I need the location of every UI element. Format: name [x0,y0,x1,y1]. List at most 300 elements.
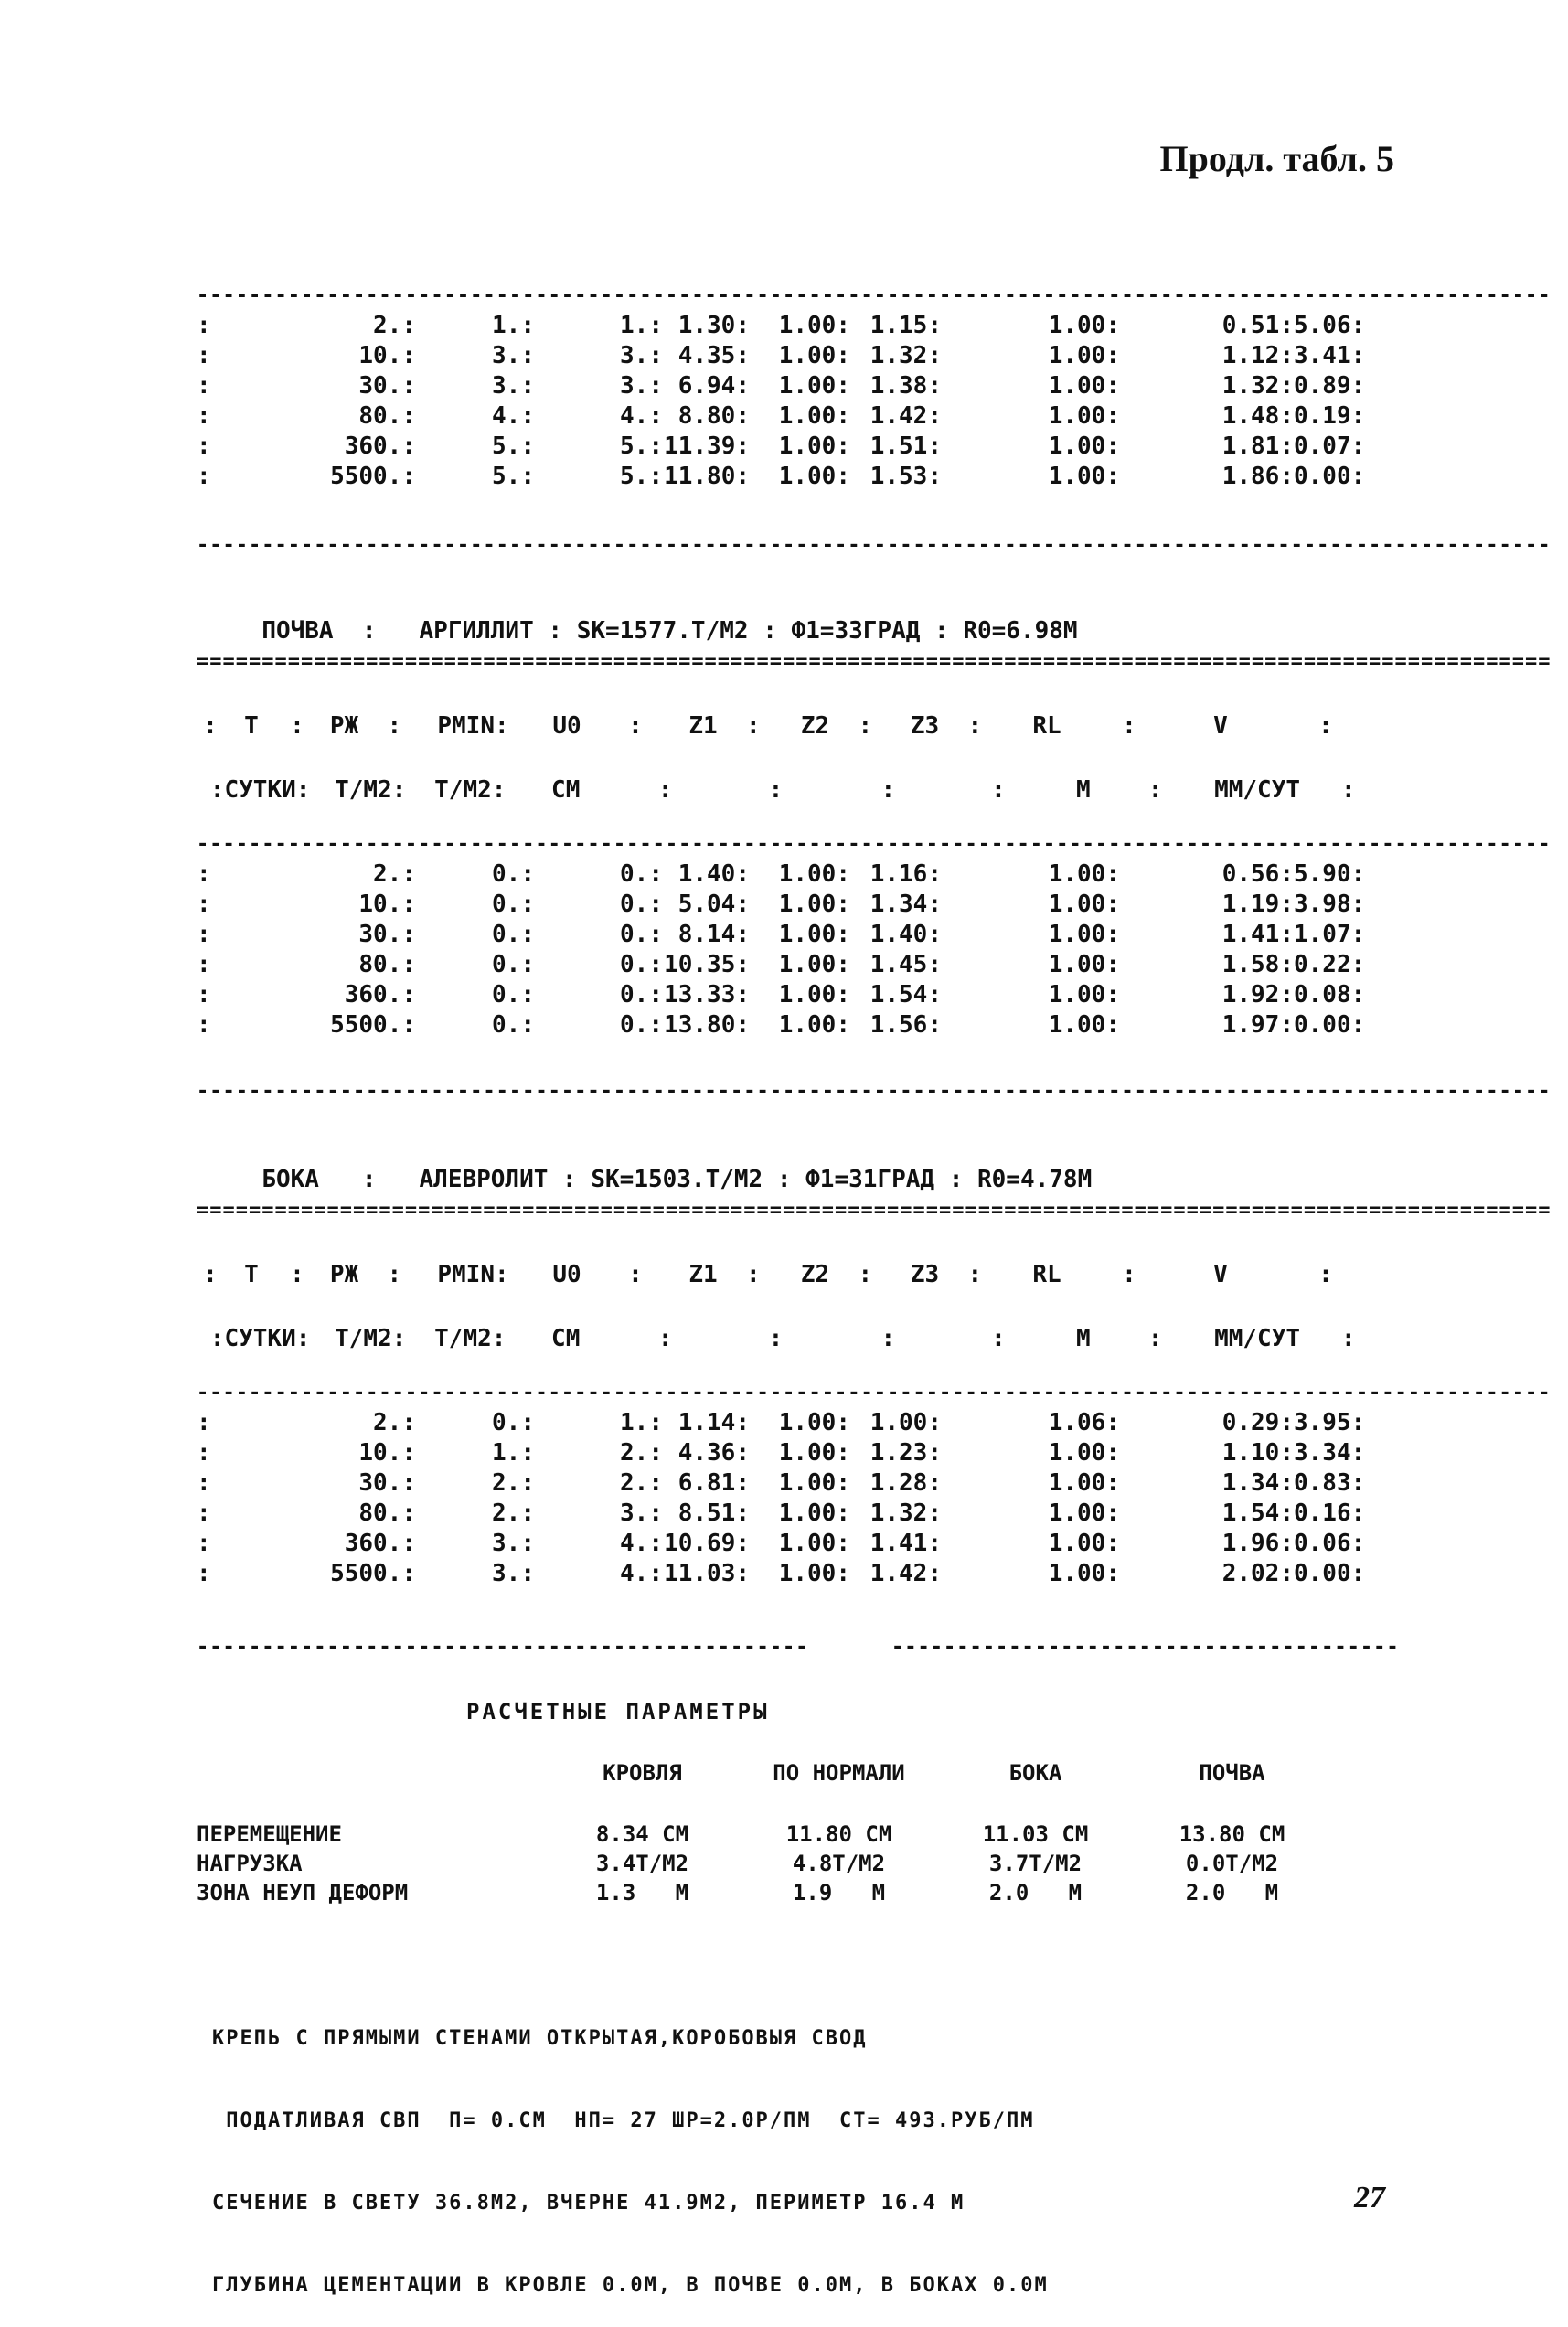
table-cell: 2.: [492,1500,535,1527]
table-cell: 1.97: [1221,1011,1294,1039]
soil2-label: БОКА : [261,1166,377,1193]
calc-cell: 11.03 СМ [982,1821,1089,1847]
header-cell: V [1213,712,1228,740]
table-cell: 3.95: [1294,1409,1366,1436]
calc-row-label: ПЕРЕМЕЩЕНИЕ [197,1821,342,1847]
table-cell: 10.35: [664,951,750,978]
header-cell: ММ/СУТ [1214,1325,1301,1352]
table-cell: 80.: [358,402,416,430]
header-cell: : [1318,1261,1333,1288]
table-cell: 10.: [358,342,416,369]
header-cell: : [1122,712,1136,740]
calc-col-normal: ПО НОРМАЛИ [773,1760,905,1786]
table-cell: : [197,432,211,460]
calc-cell: 0.0Т/М2 [1185,1851,1279,1876]
table-cell: 1.00: [1048,891,1120,918]
table-cell: 1.32: [869,342,942,369]
table-cell: : [197,951,211,978]
header-cell: : [657,1325,673,1352]
header-cell: RL [1032,712,1061,740]
table-row [197,920,1376,950]
table-cell: 1.96: [1221,1530,1294,1557]
table-cell: 30.: [358,1469,416,1497]
table-cell: 1.00: [778,312,850,339]
table-cell: 360.: [344,1530,416,1557]
table-cell: 1.54: [869,981,942,1009]
table-cell: 2.: [620,1469,663,1497]
table-cell: 11.03: [664,1560,750,1587]
table-cell: : [197,1530,211,1557]
split-rule-left: ----------------------------------------------- [197,1636,809,1659]
table2 [197,859,1376,1041]
table-cell: : [197,860,211,888]
header-cell: Т/М2: [434,1325,507,1352]
header-cell: : [203,712,218,740]
table-cell: 2.: [492,1469,535,1497]
page-number: 27 [1354,2181,1385,2215]
soil1-line [233,590,1078,645]
table-cell: 1.15: [869,312,942,339]
table-cell: 1.40: [677,860,750,888]
table3-header1 [197,1260,1376,1290]
header-cell: М [1075,1325,1091,1352]
header-cell: Z3 : [910,1261,983,1288]
header-cell: Z1 : [688,1261,761,1288]
table-cell: 1.23: [869,1439,942,1467]
table-cell: : [197,891,211,918]
table-cell: 1.42: [869,1560,942,1587]
table-cell: 1.00: [778,1011,850,1039]
table-row [197,1468,1376,1499]
table-cell: 0.16: [1294,1500,1366,1527]
table-cell: 4.35: [677,342,750,369]
header-cell: : [1147,1325,1163,1352]
header-cell: РЖ : [329,1261,402,1288]
table-row [197,462,1376,492]
table-cell: 30.: [358,921,416,948]
table-cell: 0.06: [1294,1530,1366,1557]
table-cell: 1.00: [778,860,850,888]
note-line: ПОДАТЛИВАЯ СВП П= 0.СМ НП= 27 ШР=2.0Р/ПМ СТ= 493.РУБ/ПМ [212,2109,1035,2132]
table-cell: 1.00: [1048,921,1120,948]
header-cell: СМ [551,1325,581,1352]
table-cell: 13.80: [664,1011,750,1039]
header-cell: : [1340,776,1356,804]
table-cell: 1.00: [1048,1439,1120,1467]
note-line: ГЛУБИНА ЦЕМЕНТАЦИИ В КРОВЛЕ 0.0М, В ПОЧВЕ 0.0М, В БОКАХ 0.0М [212,2274,1049,2297]
table-row [197,311,1376,341]
table-row [197,432,1376,462]
calc-cell: 8.34 СМ [595,1821,689,1847]
header-cell: : [991,1325,1006,1352]
table-cell: 1.34: [869,891,942,918]
table-cell: 1.00: [778,951,850,978]
calc-cell: 1.9 М [792,1880,886,1905]
table-cell: 1.00: [778,432,850,460]
table-cell: 1.16: [869,860,942,888]
table-cell: 0.56: [1221,860,1294,888]
table-cell: 11.39: [664,432,750,460]
table-cell: 1.00: [778,342,850,369]
table-cell: 1.00: [778,921,850,948]
table-cell: 80.: [358,1500,416,1527]
table-cell: 1.00: [1048,1500,1120,1527]
table-cell: 0.: [492,1011,535,1039]
table-cell: : [197,1469,211,1497]
table-cell: 1.40: [869,921,942,948]
table-cell: : [197,921,211,948]
calc-col-floor: ПОЧВА [1199,1760,1265,1786]
soil1-label: ПОЧВА : [261,617,377,645]
header-cell: Z3 : [910,712,983,740]
table-cell: 4.: [620,1530,663,1557]
table-cell: 1.00: [1048,402,1120,430]
table-cell: : [197,1560,211,1587]
header-cell: РЖ : [329,712,402,740]
header-cell: V [1213,1261,1228,1288]
header-cell: Z2 : [800,1261,873,1288]
calc-row-zone [197,1878,1330,1907]
table1 [197,311,1376,492]
table-cell: : [197,372,211,400]
header-cell: PMIN: [437,1261,509,1288]
table-cell: 1.00: [778,1409,850,1436]
table-cell: 1.56: [869,1011,942,1039]
header-cell: : [880,776,896,804]
table-cell: 0.: [620,951,663,978]
table-cell: 5.90: [1294,860,1366,888]
table-cell: 1.38: [869,372,942,400]
table-cell: 0.: [492,1409,535,1436]
table-cell: 1.45: [869,951,942,978]
header-cell: : [628,712,643,740]
table-cell: 1.: [492,1439,535,1467]
table-cell: 2.: [373,1409,416,1436]
table-cell: 1.00: [778,402,850,430]
table-cell: 1.00: [1048,981,1120,1009]
calc-cell: 11.80 СМ [785,1821,892,1847]
table-cell: 1.41: [1221,921,1294,948]
table-cell: 3.: [492,1560,535,1587]
table-cell: 3.98: [1294,891,1366,918]
table-cell: 10.: [358,891,416,918]
soil2-line [233,1138,1092,1193]
table-cell: 1.00: [778,372,850,400]
header-cell: : [1147,776,1163,804]
table-cell: 0.: [492,891,535,918]
table-row [197,1010,1376,1041]
table-cell: 0.: [620,981,663,1009]
header-cell: : [1340,1325,1356,1352]
table-cell: 360.: [344,981,416,1009]
header-cell: RL [1032,1261,1061,1288]
dash-rule: -------------------------------------------------------------------------------------------------------- [197,534,1552,557]
header-cell: : [628,1261,643,1288]
header-cell: ММ/СУТ [1214,776,1301,804]
table3-header2 [197,1324,1376,1354]
table-row [197,371,1376,401]
header-cell: Z2 : [800,712,873,740]
table-cell: 1.92: [1221,981,1294,1009]
calc-title: РАСЧЕТНЫЕ ПАРАМЕТРЫ [466,1699,770,1724]
table-cell: 0.: [620,921,663,948]
table-cell: 5.: [620,463,663,490]
table-cell: 1.32: [1221,372,1294,400]
table-cell: 30.: [358,372,416,400]
table-cell: 3.: [492,1530,535,1557]
table-row [197,980,1376,1010]
table-cell: 0.89: [1294,372,1366,400]
table-cell: 0.: [620,1011,663,1039]
table-cell: 1.81: [1221,432,1294,460]
table-row [197,950,1376,980]
table-cell: 1.00: [1048,463,1120,490]
table-row [197,341,1376,371]
table-cell: 0.83: [1294,1469,1366,1497]
table-cell: 10.: [358,1439,416,1467]
calc-cell: 2.0 М [988,1880,1083,1905]
table-cell: 3.: [620,342,663,369]
table-cell: 1.32: [869,1500,942,1527]
table-cell: 2.02: [1221,1560,1294,1587]
table-cell: 1.42: [869,402,942,430]
table-cell: 0.22: [1294,951,1366,978]
header-cell: М [1075,776,1091,804]
header-cell: :СУТКИ: [209,776,311,804]
header-cell: СМ [551,776,581,804]
table-cell: 1.00: [1048,951,1120,978]
header-cell: Т/М2: [335,776,407,804]
header-cell: : [991,776,1006,804]
table-cell: 1.00: [1048,432,1120,460]
equal-rule: ======================================================================================================== [197,650,1552,673]
table-cell: 0.08: [1294,981,1366,1009]
note-line: СЕЧЕНИЕ В СВЕТУ 36.8М2, ВЧЕРНЕ 41.9М2, ПЕРИМЕТР 16.4 М [212,2192,965,2215]
calc-cell: 2.0 М [1185,1880,1279,1905]
table-cell: 0.51: [1221,312,1294,339]
header-cell: : [203,1261,218,1288]
table-cell: 0.07: [1294,432,1366,460]
table-cell: 0.: [492,951,535,978]
table-cell: 5.: [620,432,663,460]
table-cell: 1.00: [1048,1469,1120,1497]
table-cell: 1.00: [1048,860,1120,888]
table-cell: 0.: [492,921,535,948]
table-cell: 3.: [620,372,663,400]
table-cell: 3.: [620,1500,663,1527]
table-cell: 360.: [344,432,416,460]
table-cell: 5.04: [677,891,750,918]
table-row [197,1529,1376,1559]
table-cell: 1.00: [778,1439,850,1467]
table-cell: 1.00: [1048,1011,1120,1039]
header-cell: U0 [552,712,581,740]
table-cell: 1.86: [1221,463,1294,490]
table-cell: 3.: [492,372,535,400]
table-cell: 4.: [620,1560,663,1587]
table-row [197,1499,1376,1529]
table-cell: 1.00: [778,1530,850,1557]
table-cell: 8.80: [677,402,750,430]
calc-cell: 3.7Т/М2 [988,1851,1083,1876]
table-cell: : [197,1011,211,1039]
header-cell: : [657,776,673,804]
table-cell: 1.14: [677,1409,750,1436]
table-cell: 3.41: [1294,342,1366,369]
header-cell: : [880,1325,896,1352]
table2-header1 [197,711,1376,742]
table-cell: 10.69: [664,1530,750,1557]
table-cell: 4.36: [677,1439,750,1467]
table3 [197,1408,1376,1589]
header-cell: T [244,712,259,740]
table-cell: 1.00: [1048,1560,1120,1587]
soil1-desc: АРГИЛЛИТ : SK=1577.Т/М2 : Ф1=33ГРАД : R0=6.98М [419,617,1078,645]
table-cell: 1.00: [778,891,850,918]
table-cell: 1.: [492,312,535,339]
table-cell: 5.06: [1294,312,1366,339]
dash-rule: -------------------------------------------------------------------------------------------------------- [197,1382,1552,1404]
table-cell: 1.00: [1048,1530,1120,1557]
table-cell: 0.00: [1294,463,1366,490]
calc-row-displacement [197,1820,1330,1849]
table-cell: 1.58: [1221,951,1294,978]
table-row [197,1438,1376,1468]
header-cell: U0 [552,1261,581,1288]
table-cell: 1.00: [778,463,850,490]
table-row [197,859,1376,890]
calc-col-roof: КРОВЛЯ [603,1760,682,1786]
table-cell: 0.: [492,981,535,1009]
table-cell: 1.51: [869,432,942,460]
table-cell: 1.00: [778,1469,850,1497]
calc-cell: 3.4Т/М2 [595,1851,689,1876]
table-cell: 3.: [492,342,535,369]
header-cell: : [1122,1261,1136,1288]
table-cell: 11.80: [664,463,750,490]
table-cell: 8.14: [677,921,750,948]
table-cell: : [197,1500,211,1527]
calc-col-sides: БОКА [1008,1760,1062,1786]
calc-cell: 4.8Т/М2 [792,1851,886,1876]
notes [212,1970,1049,2327]
table-cell: 0.00: [1294,1560,1366,1587]
table-row [197,401,1376,432]
header-cell: : [1318,712,1333,740]
table-cell: 5.: [492,432,535,460]
table-cell: 4.: [620,402,663,430]
table-cell: 0.29: [1221,1409,1294,1436]
table-cell: 1.00: [778,981,850,1009]
header-cell: : [290,712,304,740]
table-cell: 8.51: [677,1500,750,1527]
table-cell: 1.53: [869,463,942,490]
header-cell: PMIN: [437,712,509,740]
table-cell: 1.28: [869,1469,942,1497]
table-cell: : [197,312,211,339]
table-cell: 13.33: [664,981,750,1009]
equal-rule: ======================================================================================================== [197,1199,1552,1222]
table-cell: 6.94: [677,372,750,400]
table-cell: 0.: [492,860,535,888]
table-row [197,890,1376,920]
split-rule-right: --------------------------------------- [891,1636,1400,1659]
table-cell: 1.34: [1221,1469,1294,1497]
table-cell: 2.: [373,860,416,888]
calc-cell: 1.3 М [595,1880,689,1905]
table-cell: 80.: [358,951,416,978]
table-cell: 0.00: [1294,1011,1366,1039]
table-cell: 1.10: [1221,1439,1294,1467]
table-cell: 1.19: [1221,891,1294,918]
header-cell: Т/М2: [434,776,507,804]
table-cell: : [197,1439,211,1467]
table-cell: 5500.: [330,463,416,490]
header-cell: : [768,1325,784,1352]
table-cell: 2.: [620,1439,663,1467]
header-cell: Z1 : [688,712,761,740]
calc-row-load [197,1849,1330,1878]
table-cell: 1.48: [1221,402,1294,430]
table-cell: 1.41: [869,1530,942,1557]
note-line: КРЕПЬ С ПРЯМЫМИ СТЕНАМИ ОТКРЫТАЯ,КОРОБОВЫЯ СВОД [212,2027,868,2050]
calc-row-label: ЗОНА НЕУП ДЕФОРМ [197,1880,409,1905]
calc-row-label: НАГРУЗКА [197,1851,303,1876]
table-cell: 1.: [620,1409,663,1436]
table-cell: 1.06: [1048,1409,1120,1436]
page-header: Продл. табл. 5 [1159,138,1394,179]
calc-cell: 13.80 СМ [1179,1821,1285,1847]
table-cell: 5.: [492,463,535,490]
table-cell: 1.00: [1048,372,1120,400]
table-cell: 1.00: [778,1560,850,1587]
table-cell: 1.00: [869,1409,942,1436]
soil2-desc: АЛЕВРОЛИТ : SK=1503.Т/М2 : Ф1=31ГРАД : R0=4.78М [419,1166,1093,1193]
calc-columns [197,1760,1330,1786]
table-cell: : [197,342,211,369]
table-cell: : [197,402,211,430]
dash-rule: -------------------------------------------------------------------------------------------------------- [197,284,1552,307]
header-cell: : [290,1261,304,1288]
header-cell: :СУТКИ: [209,1325,311,1352]
table-row [197,1408,1376,1438]
table-cell: 2.: [373,312,416,339]
table-cell: 1.30: [677,312,750,339]
dash-rule: -------------------------------------------------------------------------------------------------------- [197,833,1552,856]
table-cell: 1.: [620,312,663,339]
table-cell: 3.34: [1294,1439,1366,1467]
table-cell: 0.: [620,891,663,918]
table-cell: 5500.: [330,1560,416,1587]
table-cell: 1.54: [1221,1500,1294,1527]
dash-rule: -------------------------------------------------------------------------------------------------------- [197,1080,1552,1103]
header-cell: : [768,776,784,804]
header-cell: T [244,1261,259,1288]
table-cell: 4.: [492,402,535,430]
table-cell: 1.00: [1048,312,1120,339]
table-cell: 0.19: [1294,402,1366,430]
table-cell: : [197,981,211,1009]
table-cell: 1.07: [1294,921,1366,948]
table-cell: 1.12: [1221,342,1294,369]
table2-header2 [197,775,1376,806]
header-cell: Т/М2: [335,1325,407,1352]
table-cell: 5500.: [330,1011,416,1039]
table-cell: : [197,1409,211,1436]
table-row [197,1559,1376,1589]
table-cell: : [197,463,211,490]
table-cell: 0.: [620,860,663,888]
